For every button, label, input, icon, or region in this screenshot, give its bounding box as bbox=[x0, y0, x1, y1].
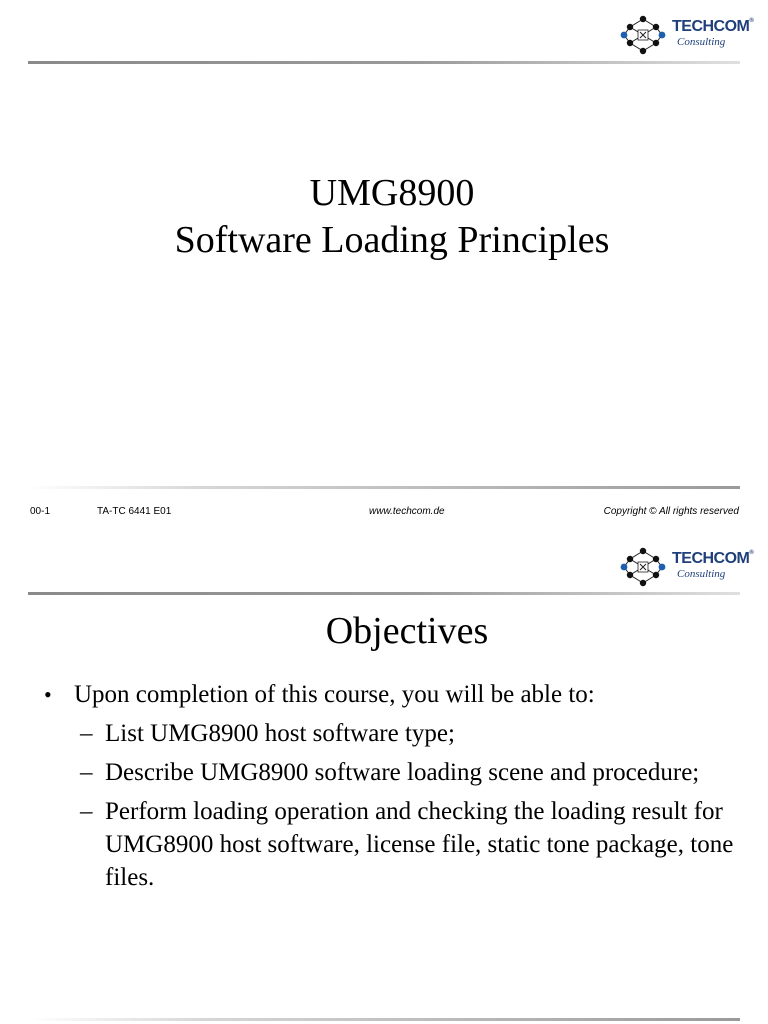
dash-icon: – bbox=[80, 759, 93, 786]
sub-item-text: Perform loading operation and checking the loading result for UMG8900 host software, license file, static tone package, tone files. bbox=[105, 798, 734, 891]
sub-item bbox=[44, 717, 744, 750]
bullet-text: Upon completion of this course, you will be able to: bbox=[74, 681, 595, 708]
logo-brand-text: TECHCOM® bbox=[672, 550, 754, 567]
techcom-logo-2 bbox=[620, 547, 754, 591]
slide-title bbox=[0, 170, 768, 264]
title-line-1: UMG8900 bbox=[309, 172, 475, 214]
dash-icon: – bbox=[80, 720, 93, 747]
techcom-molecule-icon bbox=[620, 547, 666, 587]
bullet-dot-icon: • bbox=[44, 682, 52, 707]
logo-sub-text: Consulting bbox=[677, 568, 726, 580]
techcom-molecule-icon bbox=[620, 15, 666, 55]
dash-icon: – bbox=[80, 798, 93, 825]
logo-sub-text: Consulting bbox=[677, 36, 726, 48]
footer-course-code: TA-TC 6441 E01 bbox=[97, 506, 172, 517]
footer-page-number: 00-1 bbox=[30, 506, 51, 517]
footer-rule bbox=[28, 486, 740, 489]
sub-item bbox=[44, 795, 744, 894]
bullet-item bbox=[44, 678, 744, 711]
techcom-logo bbox=[620, 15, 754, 59]
footer-copyright: Copyright © All rights reserved bbox=[603, 506, 739, 517]
header-rule bbox=[28, 61, 740, 64]
title-line-2: Software Loading Principles bbox=[174, 219, 610, 261]
bottom-rule bbox=[28, 1018, 740, 1021]
objectives-title: Objectives bbox=[325, 610, 489, 652]
objectives-list bbox=[44, 678, 744, 894]
sub-item-text: Describe UMG8900 software loading scene and procedure; bbox=[105, 759, 700, 786]
logo-brand-text: TECHCOM® bbox=[672, 18, 754, 35]
sub-item-text: List UMG8900 host software type; bbox=[105, 720, 455, 747]
header-rule-2 bbox=[28, 592, 740, 595]
footer-url: www.techcom.de bbox=[369, 506, 445, 517]
sub-item bbox=[44, 756, 744, 789]
